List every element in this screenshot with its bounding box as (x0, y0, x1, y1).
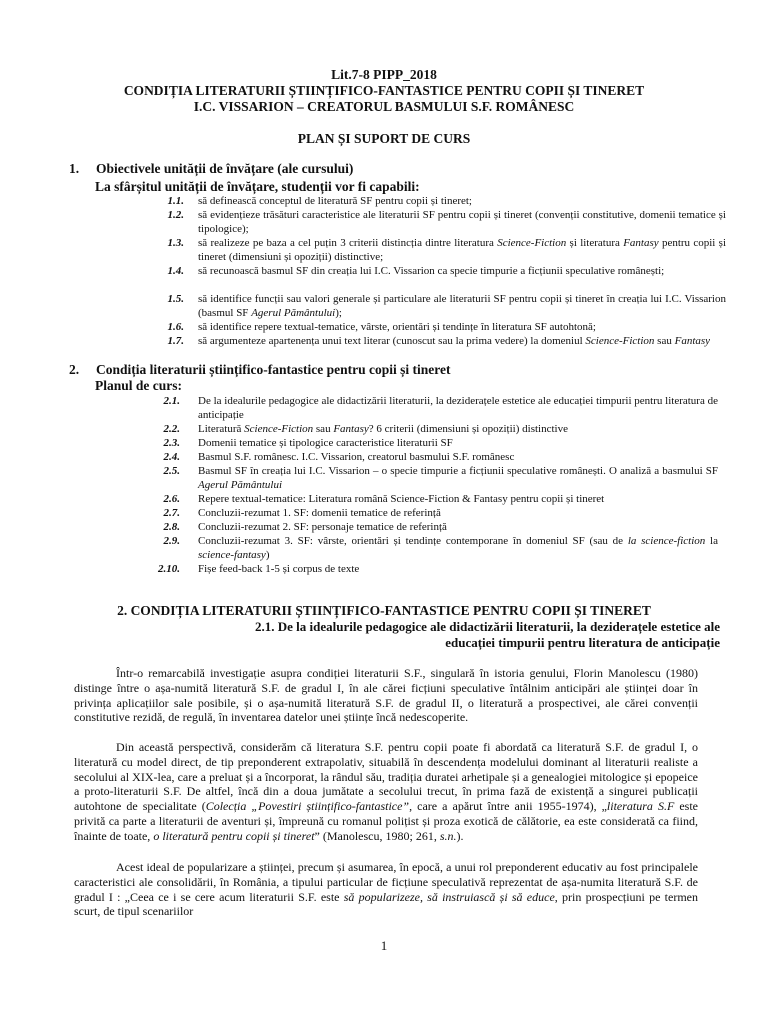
plan-item (140, 450, 718, 464)
plan-number: 2.7. (163, 507, 180, 519)
plan-number: 2.6. (163, 493, 180, 505)
plan-label: Planul de curs: (95, 378, 183, 393)
objective-number: 1.3. (167, 237, 184, 249)
plan-item (140, 534, 718, 562)
plan-number: 2.5. (163, 465, 180, 477)
plan-item (140, 436, 718, 450)
objective-text: să evidențieze trăsături caracteristice ale literaturii SF pentru copii și tineret (convenții constitutive, domenii tematice și tipologice); (198, 209, 726, 235)
plan-text: Concluzii-rezumat 3. SF: vârste, orientări și tendințe contemporane în domeniul SF (sau de la science-fiction la science-fantasy) (198, 535, 718, 561)
plan-item (140, 506, 718, 520)
plan-item (140, 492, 718, 506)
document-code: Lit.7-8 PIPP_2018 (331, 67, 437, 82)
objective-item (150, 264, 726, 278)
plan-text: Basmul SF în creația lui I.C. Vissarion – o specie timpurie a ficțiunii speculative românești. O analiză a basmului SF Agerul Pământului (198, 465, 718, 491)
section2-title: Condiția literaturii științifico-fantastice pentru copii și tineret (96, 362, 451, 377)
chapter-subheading-line2: educației timpurii pentru literatura de anticipație (445, 635, 720, 650)
plan-number: 2.2. (163, 423, 180, 435)
plan-text: Concluzii-rezumat 2. SF: personaje tematice de referință (198, 521, 447, 533)
section1-intro: La sfârșitul unității de învățare, studenții vor fi capabili: (95, 179, 420, 194)
objective-item (150, 194, 726, 208)
objective-item (150, 236, 726, 264)
objective-number: 1.7. (167, 335, 184, 347)
section1-title: Obiectivele unității de învățare (ale cursului) (96, 161, 354, 176)
body-paragraph: Într-o remarcabilă investigație asupra condiției literaturii S.F., singulară în istoria genului, Florin Manolescu (1980) distinge între o așa-numită literatură S.F. de gradul I, în ale cărei ficțiuni speculative întâlnim anticipări ale științei doar în privința aplicațiilor sale posibile, și o așa-numită literatură S.F. de gradul II, o literatură a prospectivei, ale cărei convenții constitutive rezidă, de regulă, în inventarea datelor unei științe încă nedescoperite. (74, 666, 698, 725)
section2-number: 2. (69, 362, 80, 377)
objective-text: să realizeze pe baza a cel puțin 3 criterii distincția dintre literatura Science-Fiction și literatura Fantasy pentru copii și tineret (dimensiuni și opoziții) distinctive; (198, 237, 726, 263)
plan-text: Domenii tematice și tipologice caracteristice literaturii SF (198, 437, 453, 449)
objective-text: să argumenteze apartenența unui text literar (cunoscut sau la prima vedere) la domeniul Science-Fiction sau Fantasy (198, 335, 711, 347)
document-subtitle: I.C. VISSARION – CREATORUL BASMULUI S.F. ROMÂNESC (193, 99, 575, 114)
plan-number: 2.10. (158, 563, 180, 575)
plan-item (140, 464, 718, 492)
plan-number: 2.3. (163, 437, 180, 449)
plan-title: PLAN ȘI SUPORT DE CURS (297, 131, 471, 146)
plan-text: Fișe feed-back 1-5 și corpus de texte (198, 563, 360, 575)
objective-number: 1.1. (167, 195, 184, 207)
objective-item (150, 334, 726, 348)
objective-text: să definească conceptul de literatură SF pentru copii și tineret; (198, 195, 472, 207)
plan-text: Basmul S.F. românesc. I.C. Vissarion, creatorul basmului S.F. românesc (198, 451, 515, 463)
plan-text: Concluzii-rezumat 1. SF: domenii tematice de referință (198, 507, 441, 519)
plan-text: Repere textual-tematice: Literatura română Science-Fiction & Fantasy pentru copii și tineret (198, 493, 605, 505)
body-paragraph: Acest ideal de popularizare a științei, precum și asumarea, în epocă, a unui rol preponderent educativ au fost principalele caracteristici ale consolidării, în România, a tipului particular de ficțiune speculativă reprezentat de așa-numita literatură S.F. de gradul I : „Ceea ce i se cere acum literaturii S.F. este să popularizeze, să instruiască și să educe, prin prospecțiuni pe termen scurt, de tipul scenariilor (74, 860, 699, 919)
document-title: CONDIȚIA LITERATURII ȘTIINȚIFICO-FANTASTICE PENTRU COPII ȘI TINERET (123, 83, 645, 98)
objective-item (150, 292, 726, 320)
plan-item (140, 394, 718, 422)
objective-number: 1.6. (167, 321, 184, 333)
section1-number: 1. (69, 161, 80, 176)
objective-text: să identifice repere textual-tematice, vârste, orientări și tendințe în literatura SF autohtonă; (198, 321, 596, 333)
plan-item (140, 520, 718, 534)
plan-number: 2.4. (163, 451, 180, 463)
plan-text: De la idealurile pedagogice ale didactizării literaturii, la deziderațele estetice ale educației timpurii pentru literatura de anticipație (198, 395, 718, 421)
objective-number: 1.5. (167, 293, 184, 305)
objective-text: să recunoască basmul SF din creația lui I.C. Vissarion ca specie timpurie a ficțiunii speculative românești; (198, 265, 665, 277)
objective-number: 1.2. (167, 209, 184, 221)
chapter-heading: 2. CONDIȚIA LITERATURII ȘTIINȚIFICO-FANTASTICE PENTRU COPII ȘI TINERET (117, 603, 651, 618)
plan-number: 2.8. (163, 521, 180, 533)
plan-text: Literatură Science-Fiction sau Fantasy? 6 criterii (dimensiuni și opoziții) distinctive (198, 423, 568, 435)
objective-item (150, 320, 726, 334)
plan-item (140, 422, 718, 436)
objective-number: 1.4. (167, 265, 184, 277)
body-paragraph: Din această perspectivă, considerăm că literatura S.F. pentru copii poate fi abordată ca literatură S.F. de gradul I, o literatură cu model direct, de tip preponderent extrapolativ, situabilă în descendența modelului dominant al literaturii realiste a secolului al XIX-lea, care a preluat și a încorporat, la rândul său, tradiția duratei arhetipale și a genealogiei mitologice și epopeice a proto-literaturii S.F. De altfel, încă din a doua jumătate a secolului trecut, în prima fază de existență a singurei publicații autohtone de specialitate (Colecția „Povestiri științifico-fantastice”, care a apărut între anii 1955-1974), „literatura S.F este privită ca parte a literaturii de aventuri și, împreună cu romanul polițist și proza exotică de călătorie, ea este considerată ca fiind, înainte de toate, o literatură pentru copii și tineret” (Manolescu, 1980; 261, s.n.). (74, 740, 698, 843)
plan-item (140, 562, 718, 576)
objective-item (150, 208, 726, 236)
plan-number: 2.9. (163, 535, 180, 547)
chapter-subheading-line1: 2.1. De la idealurile pedagogice ale didactizării literaturii, la deziderațele estetice ale (255, 619, 720, 634)
objective-text: să identifice funcții sau valori generale și particulare ale literaturii SF pentru copii și tineret în creația lui I.C. Vissarion (basmul SF Agerul Pământului); (198, 293, 726, 319)
plan-number: 2.1. (163, 395, 180, 407)
page-number: 1 (380, 938, 388, 953)
